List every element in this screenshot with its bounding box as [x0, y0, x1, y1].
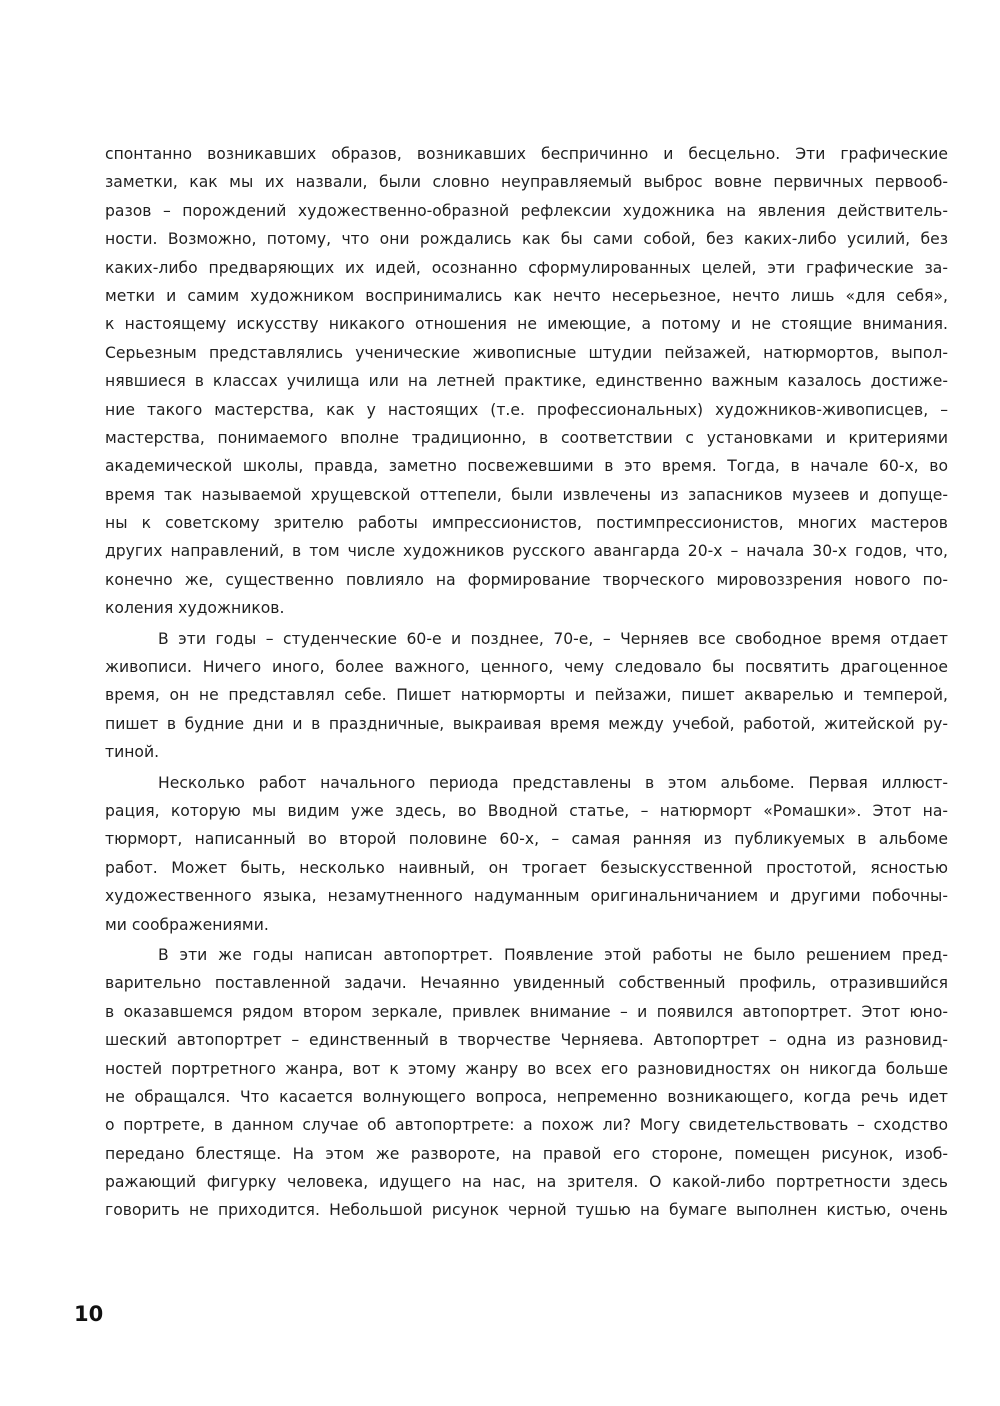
text-line: к настоящему искусству никакого отношения не имеющие, а потому и не стоящие внимания.: [105, 315, 948, 334]
text-line: ми соображениями.: [105, 915, 269, 934]
body-text: [105, 140, 948, 1225]
text-line: ражающий фигурку человека, идущего на нас, на зрителя. О какой-либо портретности здесь: [105, 1173, 948, 1192]
page-number: 10: [74, 1302, 104, 1326]
text-line: пишет в будние дни и в праздничные, выкраивая время между учебой, работой, житейской ру-: [105, 714, 948, 733]
text-line: метки и самим художником воспринимались как нечто несерьезное, нечто лишь «для себя»,: [105, 286, 948, 305]
paragraph-2: [105, 625, 948, 767]
text-line: в оказавшемся рядом втором зеркале, привлек внимание – и появился автопортрет. Этот юно-: [105, 1002, 948, 1021]
text-line: варительно поставленной задачи. Нечаянно увиденный собственный профиль, отразившийся: [105, 974, 948, 993]
text-line: других направлений, в том числе художников русского авангарда 20-х – начала 30-х годов, что,: [105, 542, 948, 561]
text-line: время, он не представлял себе. Пишет натюрморты и пейзажи, пишет акварелью и темперой,: [105, 686, 948, 705]
text-line: художественного языка, незамутненного надуманным оригинальничанием и другими побочны-: [105, 887, 948, 906]
text-line: ности. Возможно, потому, что они рождались как бы сами собой, без каких-либо усилий, без: [105, 230, 948, 249]
text-line: Серьезным представлялись ученические живописные штудии пейзажей, натюрмортов, выпол-: [105, 343, 948, 362]
text-line: Несколько работ начального периода представлены в этом альбоме. Первая иллюст-: [158, 773, 948, 792]
text-line: ны к советскому зрителю работы импрессионистов, постимпрессионистов, многих мастеров: [105, 514, 948, 533]
paragraph-3: [105, 769, 948, 939]
text-line: В эти же годы написан автопортрет. Появление этой работы не было решением пред-: [158, 945, 948, 964]
text-line: время так называемой хрущевской оттепели, были извлечены из запасников музеев и допуще-: [105, 485, 948, 504]
text-line: В эти годы – студенческие 60-е и позднее, 70-е, – Черняев все свободное время отдает: [158, 629, 948, 648]
text-line: тюрморт, написанный во второй половине 60-х, – самая ранняя из публикуемых в альбоме: [105, 830, 948, 849]
text-line: ностей портретного жанра, вот к этому жанру во всех его разновидностях он никогда больше: [105, 1059, 948, 1078]
text-line: не обращался. Что касается волнующего вопроса, непременно возникающего, когда речь идет: [105, 1087, 948, 1106]
text-line: спонтанно возникавших образов, возникавших беспричинно и бесцельно. Эти графические: [105, 145, 948, 163]
text-line: конечно же, существенно повлияло на формирование творческого мировоззрения нового по-: [105, 570, 948, 589]
text-line: живописи. Ничего иного, более важного, ценного, чему следовало бы посвятить драгоценное: [105, 658, 948, 677]
text-line: академической школы, правда, заметно посвежевшими в это время. Тогда, в начале 60-х, во: [105, 457, 948, 476]
text-line: говорить не приходится. Небольшой рисунок черной тушью на бумаге выполнен кистью, очень: [105, 1201, 948, 1220]
text-line: каких-либо предваряющих их идей, осознанно сформулированных целей, эти графические за-: [105, 258, 948, 277]
text-line: заметки, как мы их назвали, были словно неуправляемый выброс вовне первичных первооб-: [105, 173, 948, 192]
text-line: о портрете, в данном случае об автопортрете: а похож ли? Могу свидетельствовать – сходство: [105, 1116, 948, 1135]
text-line: нявшиеся в классах училища или на летней практике, единственно важным казалось достиже-: [105, 372, 948, 391]
text-line: шеский автопортрет – единственный в творчестве Черняева. Автопортрет – одна из разновид-: [105, 1031, 948, 1050]
text-line: тиной.: [105, 743, 160, 762]
paragraph-4: [105, 941, 948, 1225]
text-line: работ. Может быть, несколько наивный, он трогает безыскусственной простотой, ясностью: [105, 858, 948, 877]
text-line: разов – порождений художественно-образной рефлексии художника на явления действитель-: [105, 201, 948, 220]
text-line: коления художников.: [105, 599, 285, 618]
paragraph-1: [105, 140, 948, 623]
text-line: передано блестяще. На этом же развороте, на правой его стороне, помещен рисунок, изоб-: [105, 1144, 948, 1163]
text-line: рация, которую мы видим уже здесь, во Вводной статье, – натюрморт «Ромашки». Этот на-: [105, 801, 948, 820]
text-line: ние такого мастерства, как у настоящих (т.е. профессиональных) художников-живописцев, –: [105, 400, 948, 419]
text-line: мастерства, понимаемого вполне традиционно, в соответствии с установками и критериями: [105, 428, 948, 447]
